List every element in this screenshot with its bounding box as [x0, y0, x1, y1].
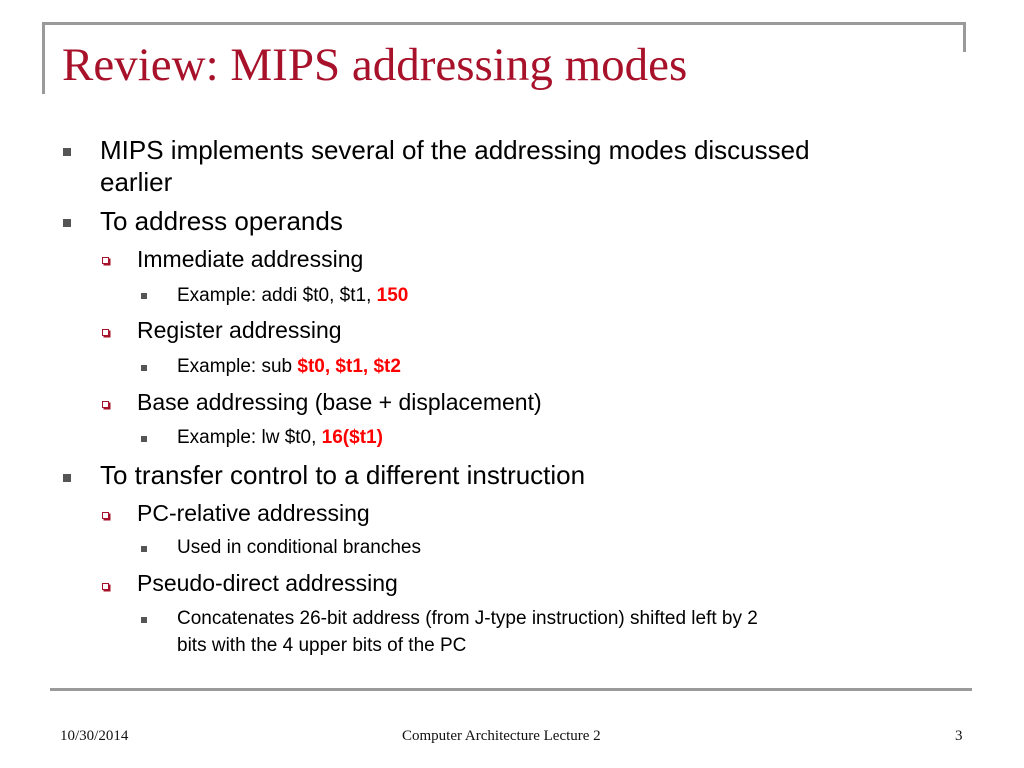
- sub-bullet-text: Base addressing (base + displacement): [137, 389, 542, 415]
- square-bullet-icon: [141, 436, 147, 442]
- square-bullet-icon: [63, 148, 71, 156]
- square-bullet-icon: [141, 617, 147, 623]
- example-line: Used in conditional branches: [177, 537, 421, 558]
- sub-bullet-text: PC-relative addressing: [137, 500, 370, 526]
- example-text: Example: addi $t0, $t1,: [177, 285, 377, 306]
- square-bullet-icon: [141, 546, 147, 552]
- footer-course: Computer Architecture Lecture 2: [402, 728, 601, 744]
- example-highlight: 150: [376, 285, 409, 306]
- hollow-square-bullet-icon: [102, 512, 109, 519]
- bullet-text: To address operands: [100, 206, 343, 236]
- slide-title: Review: MIPS addressing modes: [62, 39, 688, 91]
- hollow-square-bullet-icon: [102, 329, 109, 336]
- example-line-continued: bits with the 4 upper bits of the PC: [177, 635, 467, 656]
- square-bullet-icon: [63, 219, 71, 227]
- example-line: Concatenates 26-bit address (from J-type instruction) shifted left by 2: [177, 608, 758, 629]
- sub-bullet-text: Immediate addressing: [137, 246, 364, 272]
- example-text: Example: sub: [177, 356, 298, 377]
- square-bullet-icon: [63, 474, 71, 482]
- example-line: [177, 427, 383, 449]
- bullet-text-continued: earlier: [100, 167, 173, 197]
- example-highlight: 16($t1): [321, 427, 383, 448]
- sub-bullet-text: Pseudo-direct addressing: [137, 570, 398, 596]
- footer-page-number: 3: [955, 728, 963, 744]
- square-bullet-icon: [141, 365, 147, 371]
- bullet-text: To transfer control to a different instruction: [100, 460, 586, 490]
- example-line: [177, 356, 401, 378]
- example-text: Example: lw $t0,: [177, 427, 322, 448]
- hollow-square-bullet-icon: [102, 583, 109, 590]
- square-bullet-icon: [141, 293, 147, 299]
- sub-bullet-text: Register addressing: [137, 317, 342, 343]
- example-line: [177, 285, 408, 307]
- hollow-square-bullet-icon: [102, 401, 109, 408]
- example-highlight: $t0, $t1, $t2: [297, 356, 401, 377]
- bullet-text: MIPS implements several of the addressing modes discussed: [100, 135, 810, 165]
- footer-date: 10/30/2014: [60, 728, 129, 744]
- hollow-square-bullet-icon: [102, 257, 109, 264]
- footer-divider: [50, 688, 972, 691]
